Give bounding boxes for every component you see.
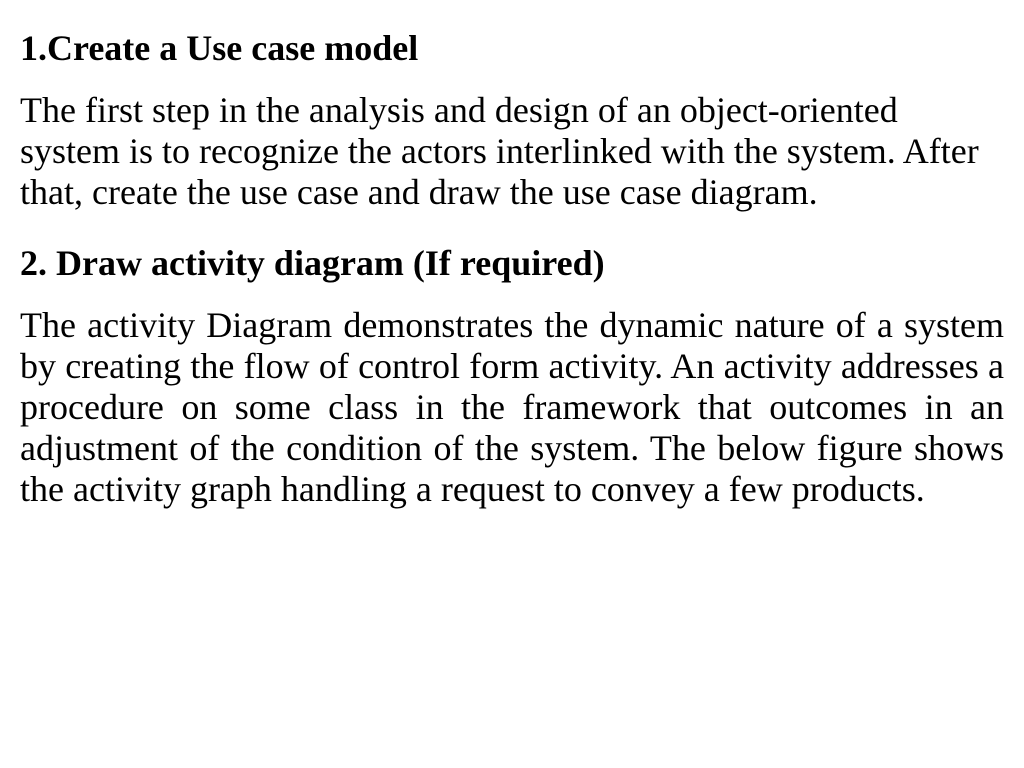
section-1-paragraph: The first step in the analysis and design of an object-oriented system is to recognize the actors interlinked with the system. After that, create the use case and draw the use case diagram. (20, 90, 979, 212)
section-1-heading: 1.Create a Use case model (20, 28, 419, 68)
section-2-paragraph: The activity Diagram demonstrates the dynamic nature of a system by creating the flow of control form activity. An activity addresses a procedure on some class in the framework that outcomes in an adjustment of the condition of the system. The below figure shows the activity graph handling a request to convey a few products. (20, 305, 1004, 509)
section-2-heading: 2. Draw activity diagram (If required) (20, 243, 605, 283)
